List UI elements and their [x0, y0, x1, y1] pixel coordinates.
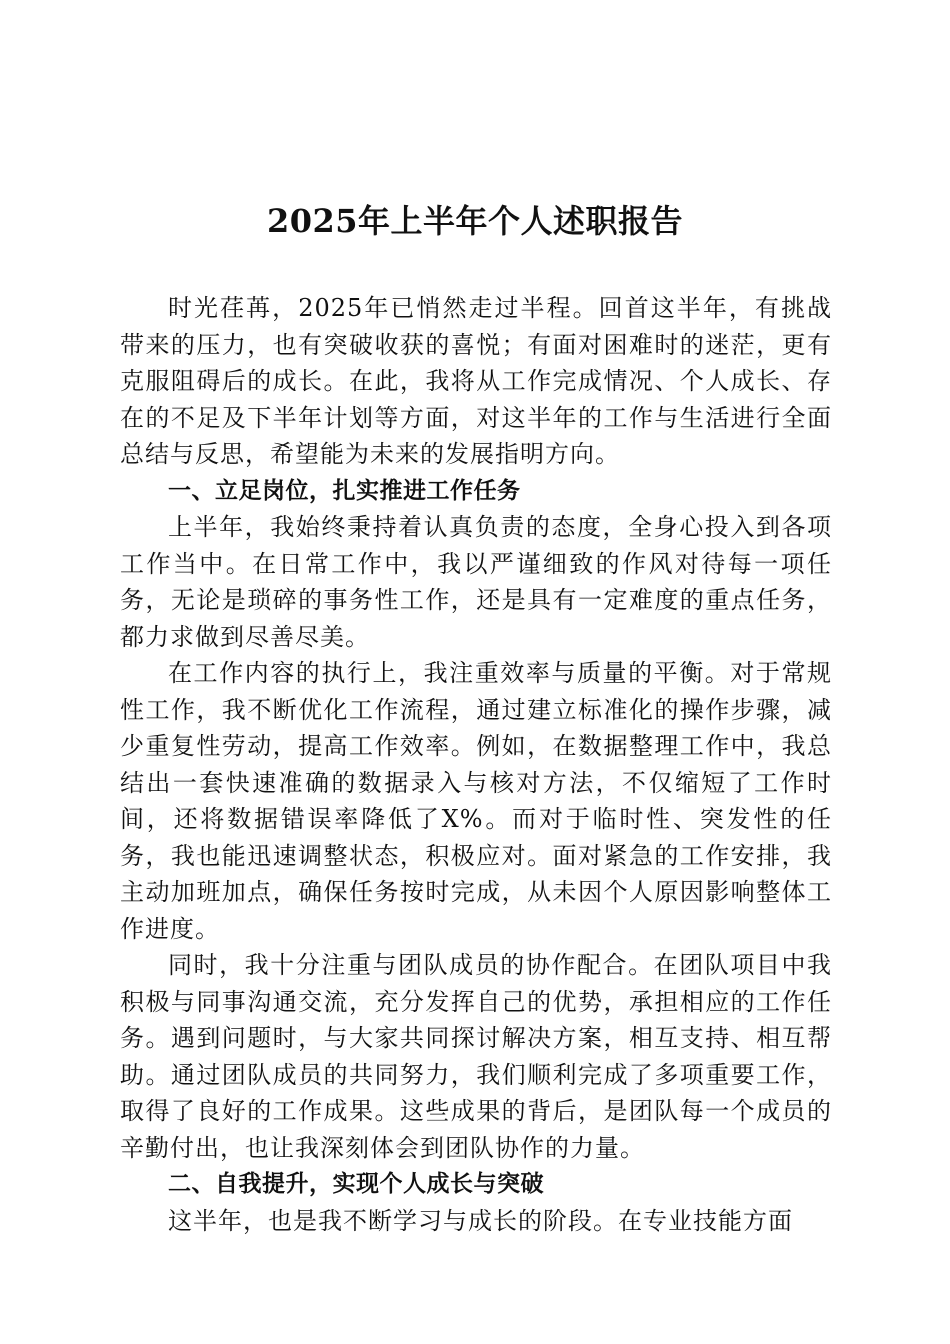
section-2-paragraph: 这半年，也是我不断学习与成长的阶段。在专业技能方面: [168, 1206, 793, 1235]
intro-paragraph: 时光荏苒，2025年已悄然走过半程。回首这半年，有挑战带来的压力，也有突破收获的喜悦；有面对困难时的迷茫，更有克服阻碍后的成长。在此，我将从工作完成情况、个人成长、存在的不足及下半年计划等方面，对这半年的工作与生活进行全面总结与反思，希望能为未来的发展指明方向。: [120, 294, 832, 468]
section-1-paragraph: 在工作内容的执行上，我注重效率与质量的平衡。对于常规性工作，我不断优化工作流程，通过建立标准化的操作步骤，减少重复性劳动，提高工作效率。例如，在数据整理工作中，我总结出一套快速准确的数据录入与核对方法，不仅缩短了工作时间，还将数据错误率降低了X%。而对于临时性、突发性的任务，我也能迅速调整状态，积极应对。面对紧急的工作安排，我主动加班加点，确保任务按时完成，从未因个人原因影响整体工作进度。: [120, 659, 832, 943]
section-1-paragraph: 同时，我十分注重与团队成员的协作配合。在团队项目中我积极与同事沟通交流，充分发挥自己的优势，承担相应的工作任务。遇到问题时，与大家共同探讨解决方案，相互支持、相互帮助。通过团队成员的共同努力，我们顺利完成了多项重要工作，取得了良好的工作成果。这些成果的背后，是团队每一个成员的辛勤付出，也让我深刻体会到团队协作的力量。: [120, 951, 832, 1162]
section-1-paragraph: 上半年，我始终秉持着认真负责的态度，全身心投入到各项工作当中。在日常工作中，我以严谨细致的作风对待每一项任务，无论是琐碎的事务性工作，还是具有一定难度的重点任务，都力求做到尽善尽美。: [120, 513, 832, 651]
document-title: 2025年上半年个人述职报告: [266, 202, 684, 240]
section-2-heading: 二、自我提升，实现个人成长与突破: [168, 1171, 544, 1197]
section-1-heading: 一、立足岗位，扎实推进工作任务: [168, 477, 521, 504]
document-body: [120, 290, 832, 1239]
